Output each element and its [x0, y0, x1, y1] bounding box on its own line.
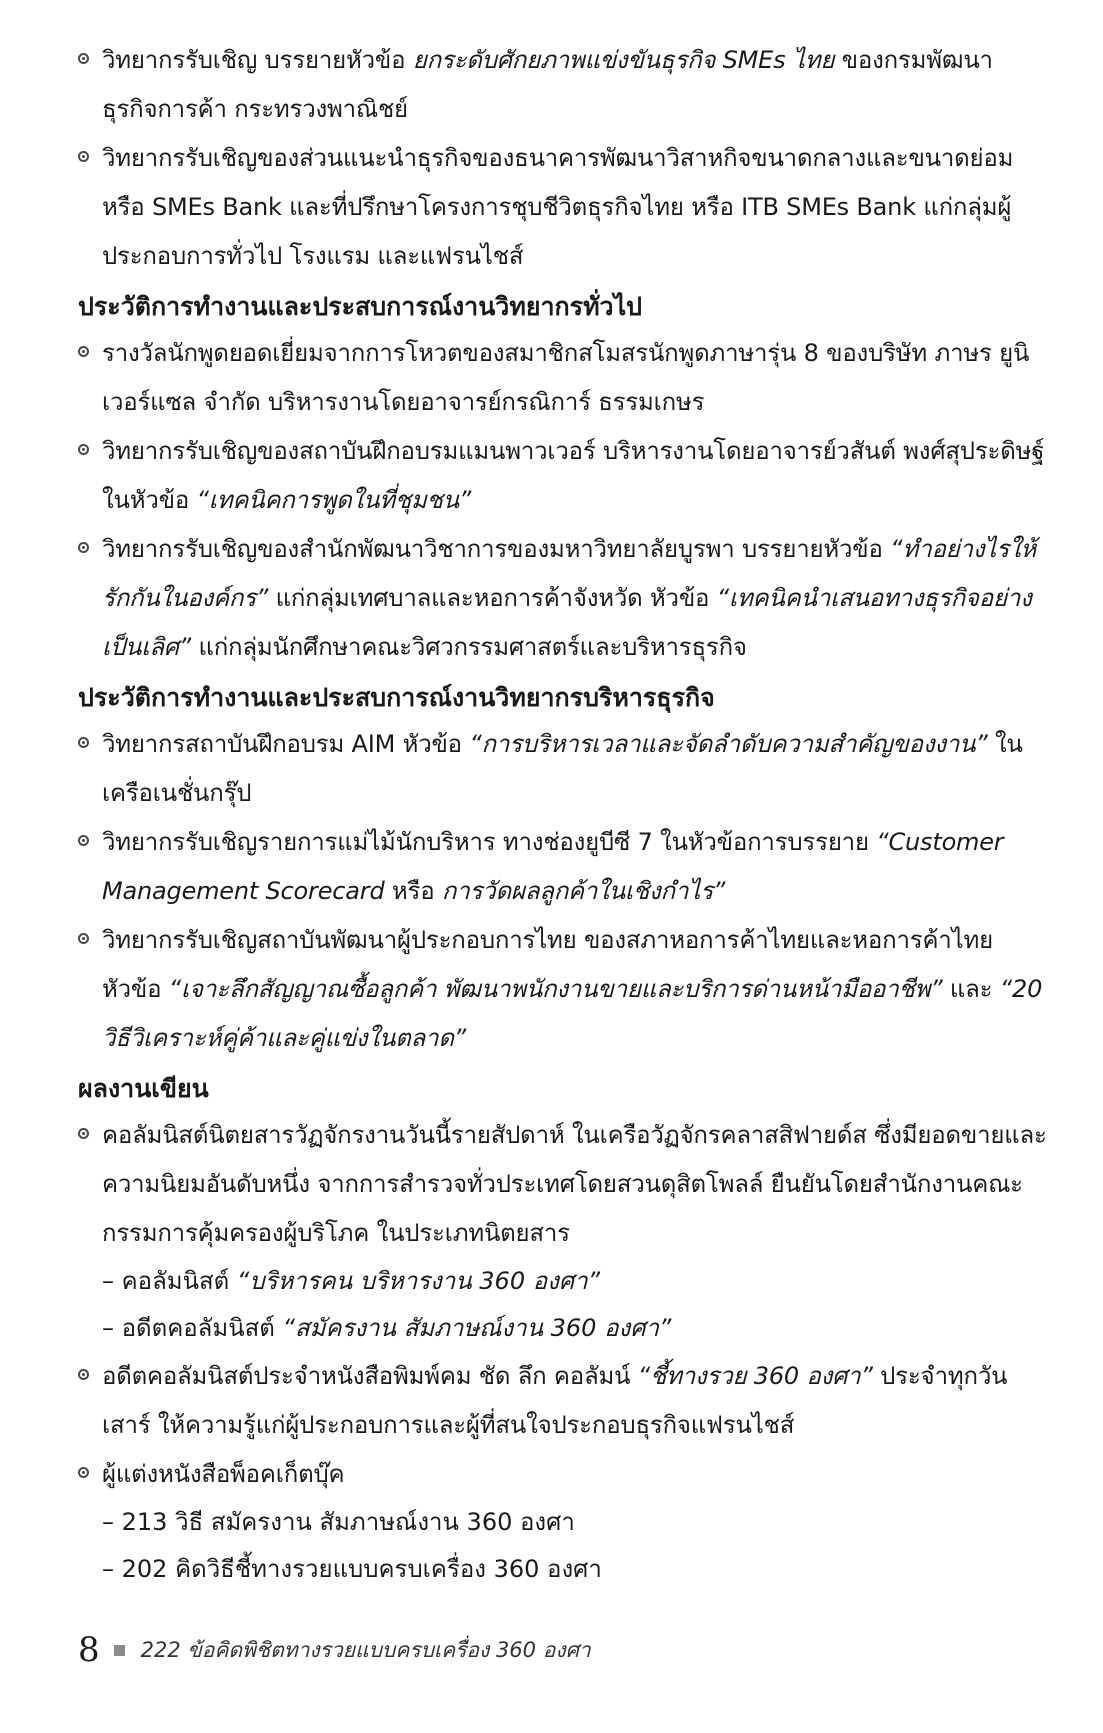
- ring-bullet-icon: [78, 1128, 89, 1139]
- document-section: [78, 287, 1048, 672]
- bullet-entry: [78, 1450, 1048, 1499]
- italic-title-text: “การบริหารเวลาและจัดลำดับความสำคัญของงาน”: [469, 730, 988, 758]
- page-footer: [78, 1630, 591, 1670]
- body-text: วิทยากรรับเชิญของส่วนแนะนำธุรกิจของธนาคารพัฒนาวิสาหกิจขนาดกลางและขนาดย่อม หรือ SMEs Bank และที่ปรึกษาโครงการชุบชีวิตธุรกิจไทย หรือ ITB SMEs Bank แก่กลุ่มผู้ประกอบการทั่วไป โรงแรม และแฟรนไชส์: [102, 144, 1014, 270]
- body-text: วิทยากรรับเชิญรายการแม่ไม้นักบริหาร ทางช่องยูบีซี 7 ในหัวข้อการบรรยาย: [102, 828, 877, 856]
- bullet-entry: [78, 427, 1048, 525]
- body-text: – คอลัมนิสต์: [102, 1267, 237, 1295]
- section-heading: ประวัติการทำงานและประสบการณ์งานวิทยากรทั่วไป: [78, 292, 643, 321]
- sub-list-item: [78, 1305, 1048, 1352]
- italic-title-text: ยกระดับศักยภาพแข่งขันธุรกิจ SMEs ไทย: [412, 46, 835, 74]
- body-text: วิทยากรสถาบันฝึกอบรม AIM หัวข้อ: [102, 730, 470, 758]
- document-section: [78, 678, 1048, 1063]
- bullet-entry: [78, 525, 1048, 672]
- italic-title-text: “ทำอย่างไรให้รักกันในองค์กร”: [102, 535, 1037, 612]
- ring-bullet-icon: [78, 444, 89, 455]
- body-text: วิทยากรรับเชิญของสำนักพัฒนาวิชาการของมหาวิทยาลัยบูรพา บรรยายหัวข้อ: [102, 535, 891, 563]
- italic-title-text: การวัดผลลูกค้าในเชิงกำไร”: [441, 877, 726, 905]
- bullet-entry: [78, 1111, 1048, 1258]
- ring-bullet-icon: [78, 542, 89, 553]
- italic-title-text: “สมัครงาน สัมภาษณ์งาน 360 องศา”: [282, 1314, 672, 1342]
- body-text: – 202 คิดวิธีชี้ทางรวยแบบครบเครื่อง 360 องศา: [102, 1555, 602, 1583]
- body-text: – อดีตคอลัมนิสต์: [102, 1314, 283, 1342]
- body-text: วิทยากรรับเชิญของสถาบันฝึกอบรมแมนพาวเวอร์ บริหารงานโดยอาจารย์วสันต์ พงศ์สุประดิษฐ์ ในหัวข้อ: [102, 437, 1045, 514]
- ring-bullet-icon: [78, 1369, 89, 1380]
- body-text: ของกรมพัฒนาธุรกิจการค้า กระทรวงพาณิชย์: [102, 46, 993, 123]
- body-text: คอลัมนิสต์นิตยสารวัฏจักรงานวันนี้รายสัปดาห์ ในเครือวัฏจักรคลาสสิฟายด์ส ซึ่งมียอดขายและความนิยมอันดับหนึ่ง จากการสำรวจทั่วประเทศโดยสวนดุสิตโพลล์ ยืนยันโดยสำนักงานคณะกรรมการคุ้มครองผู้บริโภค ในประเภทนิตยสาร: [102, 1121, 1047, 1247]
- ring-bullet-icon: [78, 53, 89, 64]
- bullet-entry: [78, 36, 1048, 134]
- body-text: ในเครือเนชั่นกรุ๊ป: [102, 730, 1023, 807]
- section-heading: ผลงานเขียน: [78, 1074, 209, 1103]
- italic-title-text: “เทคนิคนำเสนอทางธุรกิจอย่างเป็นเลิศ”: [102, 584, 1032, 661]
- sub-list-item: [78, 1499, 1048, 1546]
- section-heading: ประวัติการทำงานและประสบการณ์งานวิทยากรบริหารธุรกิจ: [78, 683, 715, 712]
- page-number: 8: [78, 1630, 100, 1670]
- body-text: หรือ: [384, 877, 442, 905]
- body-text: ประจำทุกวันเสาร์ ให้ความรู้แก่ผู้ประกอบการและผู้ที่สนใจประกอบธุรกิจแฟรนไชส์: [102, 1362, 1008, 1439]
- italic-title-text: “บริหารคน บริหารงาน 360 องศา”: [236, 1267, 600, 1295]
- document-body: [78, 36, 1048, 1593]
- sub-list-item: [78, 1258, 1048, 1305]
- bullet-entry: [78, 916, 1048, 1063]
- ring-bullet-icon: [78, 737, 89, 748]
- italic-title-text: “เจาะลึกสัญญาณซื้อลูกค้า พัฒนาพนักงานขายและบริการด่านหน้ามืออาชีพ”: [168, 975, 943, 1003]
- italic-title-text: “20 วิธีวิเคราะห์คู่ค้าและคู่แข่งในตลาด”: [102, 975, 1043, 1052]
- bullet-entry: [78, 134, 1048, 281]
- italic-title-text: “เทคนิคการพูดในที่ชุมชน”: [196, 486, 472, 514]
- ring-bullet-icon: [78, 1467, 89, 1478]
- body-text: – 213 วิธี สมัครงาน สัมภาษณ์งาน 360 องศา: [102, 1508, 575, 1536]
- body-text: รางวัลนักพูดยอดเยี่ยมจากการโหวตของสมาชิกสโมสรนักพูดภาษารุ่น 8 ของบริษัท ภาษร ยูนิเวอร์แซล จำกัด บริหารงานโดยอาจารย์กรณิการ์ ธรรมเกษร: [102, 339, 1030, 416]
- document-section: [78, 36, 1048, 281]
- body-text: ผู้แต่งหนังสือพ็อคเก็ตบุ๊ค: [102, 1460, 345, 1488]
- ring-bullet-icon: [78, 151, 89, 162]
- italic-title-text: “ชี้ทางรวย 360 องศา”: [637, 1362, 873, 1390]
- bullet-entry: [78, 720, 1048, 818]
- bullet-entry: [78, 329, 1048, 427]
- ring-bullet-icon: [78, 933, 89, 944]
- ring-bullet-icon: [78, 346, 89, 357]
- running-book-title: 222 ข้อคิดพิชิตทางรวยแบบครบเครื่อง 360 องศา: [140, 1637, 591, 1662]
- document-section: [78, 1069, 1048, 1593]
- body-text: อดีตคอลัมนิสต์ประจำหนังสือพิมพ์คม ชัด ลึก คอลัมน์: [102, 1362, 638, 1390]
- document-page: [78, 36, 1048, 1593]
- body-text: และ: [942, 975, 1000, 1003]
- body-text: แก่กลุ่มเทศบาลและหอการค้าจังหวัด หัวข้อ: [268, 584, 717, 612]
- square-bullet-icon: [114, 1645, 125, 1656]
- bullet-entry: [78, 1352, 1048, 1450]
- body-text: แก่กลุ่มนักศึกษาคณะวิศวกรรมศาสตร์และบริหารธุรกิจ: [191, 633, 747, 661]
- italic-title-text: “Customer Management Scorecard: [102, 828, 1004, 905]
- bullet-entry: [78, 818, 1048, 916]
- sub-list-item: [78, 1546, 1048, 1593]
- ring-bullet-icon: [78, 835, 89, 846]
- body-text: วิทยากรรับเชิญ บรรยายหัวข้อ: [102, 46, 413, 74]
- body-text: วิทยากรรับเชิญสถาบันพัฒนาผู้ประกอบการไทย ของสภาหอการค้าไทยและหอการค้าไทย หัวข้อ: [102, 926, 993, 1003]
